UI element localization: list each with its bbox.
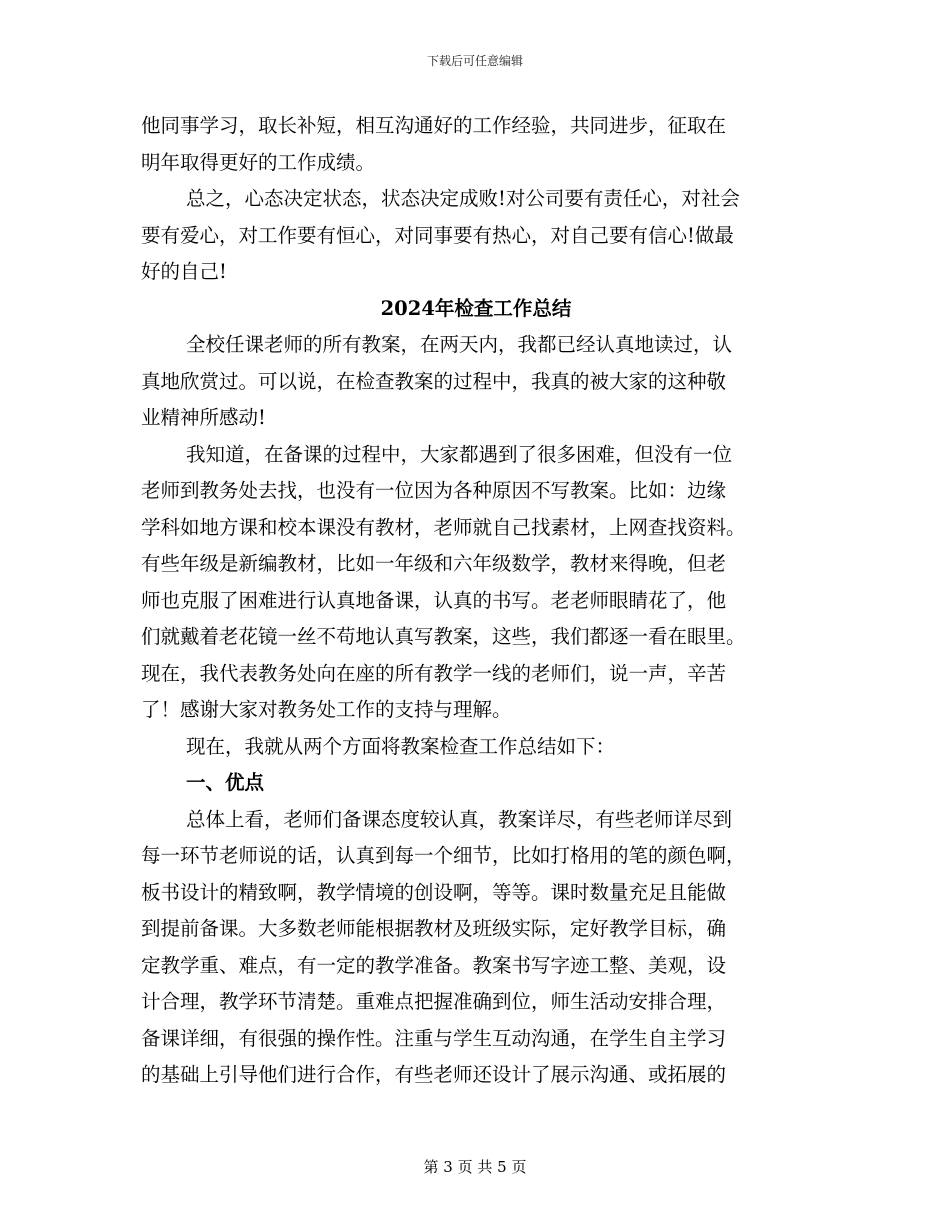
paragraph-6 — [141, 802, 811, 1094]
text-line: 要有爱心，对工作要有恒心，对同事要有热心，对自己要有信心!做最 — [141, 223, 734, 247]
text-line: 板书设计的精致啊，教学情境的创设啊，等等。课时数量充足且能做 — [141, 880, 727, 904]
page-footer: 第 3 页 共 5 页 — [423, 1158, 527, 1176]
text-line: 总之，心态决定状态，状态决定成败!对公司要有责任心，对社会 — [186, 187, 740, 210]
text-line: 现在，我就从两个方面将教案检查工作总结如下： — [186, 734, 616, 758]
text-line: 明年取得更好的工作成绩。 — [141, 150, 376, 174]
paragraph-1 — [141, 108, 811, 181]
text-line: 的基础上引导他们进行合作，有些老师还设计了展示沟通、或拓展的 — [141, 1063, 727, 1086]
text-line: 老师到教务处去找，也没有一位因为各种原因不写教案。比如：边缘 — [141, 479, 727, 502]
text-line: 全校任课老师的所有教案，在两天内，我都已经认真地读过，认 — [186, 333, 733, 356]
text-line: 我知道，在备课的过程中，大家都遇到了很多困难，但没有一位 — [186, 442, 733, 466]
text-line: 每一环节老师说的话，认真到每一个细节，比如打格用的笔的颜色啊， — [141, 844, 746, 867]
document-body — [141, 108, 811, 1094]
paragraph-2 — [141, 181, 811, 291]
text-line: 定教学重、难点，有一定的教学准备。教案书写字迹工整、美观，设 — [141, 953, 727, 977]
text-line: 有些年级是新编教材，比如一年级和六年级数学，教材来得晚，但老 — [141, 552, 727, 575]
heading-advantages: 一、优点 — [186, 771, 265, 794]
paragraph-3 — [141, 327, 811, 437]
text-line: 真地欣赏过。可以说，在检查教案的过程中，我真的被大家的这种敬 — [141, 369, 727, 393]
text-line: 总体上看，老师们备课态度较认真，教案详尽，有些老师详尽到 — [186, 807, 733, 831]
paragraph-4 — [141, 437, 811, 729]
text-line: 备课详细，有很强的操作性。注重与学生互动沟通，在学生自主学习 — [141, 1026, 727, 1050]
page-header: 下载后可任意编辑 — [426, 54, 523, 68]
text-line: 好的自己! — [141, 260, 227, 283]
text-line: 到提前备课。大多数老师能根据教材及班级实际，定好教学目标，确 — [141, 917, 727, 940]
text-line: 学科如地方课和校本课没有教材，老师就自己找素材，上网查找资料。 — [141, 515, 746, 539]
text-line: 师也克服了困难进行认真地备课，认真的书写。老老师眼睛花了，他 — [141, 588, 727, 612]
paragraph-5 — [141, 729, 811, 766]
text-line: 他同事学习，取长补短，相互沟通好的工作经验，共同进步，征取在 — [141, 114, 727, 137]
text-line: 现在，我代表教务处向在座的所有教学一线的老师们，说一声，辛苦 — [141, 661, 727, 685]
text-line: 了！感谢大家对教务处工作的支持与理解。 — [141, 698, 512, 721]
text-line: 业精神所感动! — [141, 406, 266, 429]
text-line: 们就戴着老花镜一丝不苟地认真写教案，这些，我们都逐一看在眼里。 — [141, 625, 746, 648]
text-line: 计合理，教学环节清楚。重难点把握准确到位，师生活动安排合理， — [141, 990, 727, 1013]
section-title: 2024年检查工作总结 — [380, 296, 572, 320]
